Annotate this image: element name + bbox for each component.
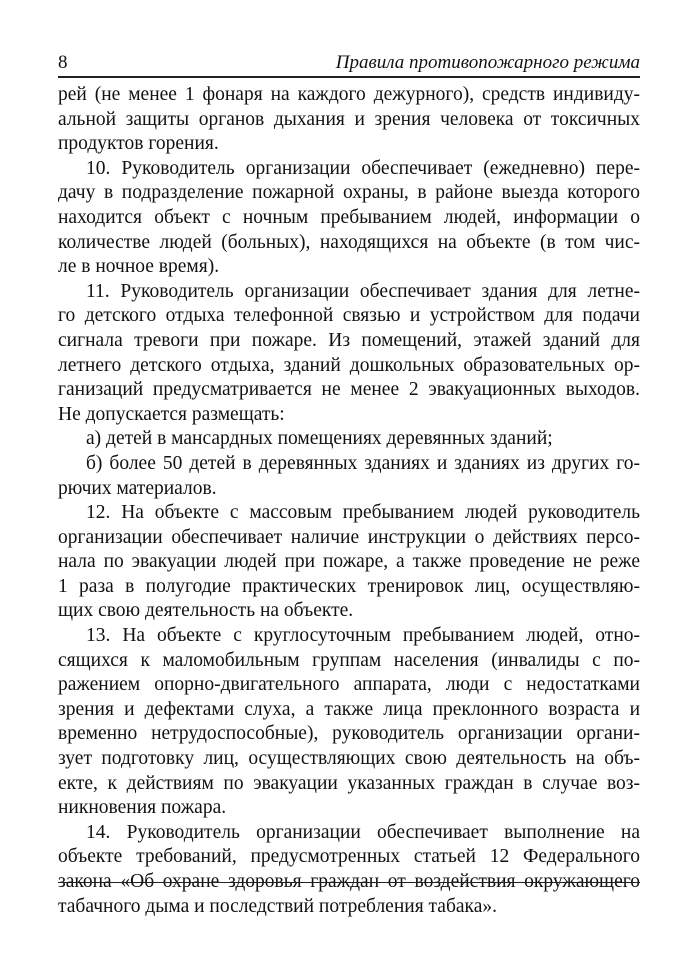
text-line: рючих материалов. — [58, 477, 217, 499]
paragraph-11b — [58, 452, 640, 501]
text-line: сигнала тревоги при пожаре. Из помещений, этажей зданий для — [58, 329, 640, 351]
text-line: продуктов горения. — [58, 133, 219, 155]
paragraph-10 — [58, 157, 640, 280]
text-line: щих свою деятельность на объекте. — [58, 600, 354, 622]
text-line: екте, к действиям по эвакуации указанных граждан в случае воз- — [58, 772, 640, 794]
text-line: го детского отдыха телефонной связью и устройством для подачи — [58, 305, 640, 327]
text-line: временно нетрудоспособные), руководитель организации органи- — [58, 723, 640, 745]
text-line: альной защиты органов дыхания и зрения человека от токсичных — [58, 108, 640, 130]
text-line: б) более 50 детей в деревянных зданиях и зданиях из других го- — [86, 452, 640, 474]
paragraph-11 — [58, 280, 640, 428]
text-line: 12. На объекте с массовым пребыванием людей руководитель — [86, 502, 640, 524]
text-line: летнего детского отдыха, зданий дошкольных образовательных ор- — [58, 354, 640, 376]
text-line: ражением опорно-двигательного аппарата, люди с недостатками — [58, 674, 640, 696]
text-line: объекте требований, предусмотренных статьей 12 Федерального — [58, 846, 640, 868]
page-number: 8 — [58, 52, 68, 73]
page-header — [58, 48, 640, 78]
paragraph-12 — [58, 501, 640, 624]
text-line: Не допускается размещать: — [58, 403, 285, 425]
text-line: количестве людей (больных), находящихся на объекте (в том чис- — [58, 231, 640, 253]
paragraph-13 — [58, 624, 640, 821]
text-line: а) детей в мансардных помещениях деревянных зданий; — [86, 428, 553, 450]
text-line: находится объект с ночным пребыванием людей, информации о — [58, 206, 640, 228]
text-line: никновения пожара. — [58, 797, 227, 819]
text-line: дачу в подразделение пожарной охраны, в районе выезда которого — [58, 182, 640, 204]
paragraph-14 — [58, 821, 640, 919]
text-line: 13. На объекте с круглосуточным пребыванием людей, отно- — [86, 625, 640, 647]
text-line: 10. Руководитель организации обеспечивает (ежедневно) пере- — [86, 157, 640, 179]
text-line: закона «Об охране здоровья граждан от воздействия окружающего — [58, 871, 640, 892]
text-line: ле в ночное время). — [58, 256, 220, 278]
text-line: нала по эвакуации людей при пожаре, а также проведение не реже — [58, 551, 640, 573]
text-line: организации обеспечивает наличие инструкции о действиях персо- — [58, 526, 640, 548]
text-line: табачного дыма и последствий потребления табака». — [58, 895, 497, 917]
text-line: 11. Руководитель организации обеспечивает здания для летне- — [86, 280, 640, 302]
text-line: сящихся к маломобильным группам населения (инвалиды с по- — [58, 649, 640, 671]
paragraph-cont — [58, 83, 640, 157]
paragraph-11a — [58, 427, 640, 452]
text-line: 14. Руководитель организации обеспечивает выполнение на — [86, 821, 640, 843]
text-line: 1 раза в полугодие практических тренировок лиц, осуществляю- — [58, 575, 640, 597]
text-line: рей (не менее 1 фонаря на каждого дежурного), средств индивиду- — [58, 84, 640, 105]
footer-rule — [58, 882, 640, 883]
running-title: Правила противопожарного режима — [335, 52, 640, 73]
body-text — [58, 83, 640, 919]
text-line: ганизаций предусматривается не менее 2 эвакуационных выходов. — [58, 379, 640, 401]
text-line: зрения и дефектами слуха, а также лица преклонного возраста и — [58, 698, 640, 720]
text-line: зует подготовку лиц, осуществляющих свою деятельность на объ- — [58, 748, 640, 770]
